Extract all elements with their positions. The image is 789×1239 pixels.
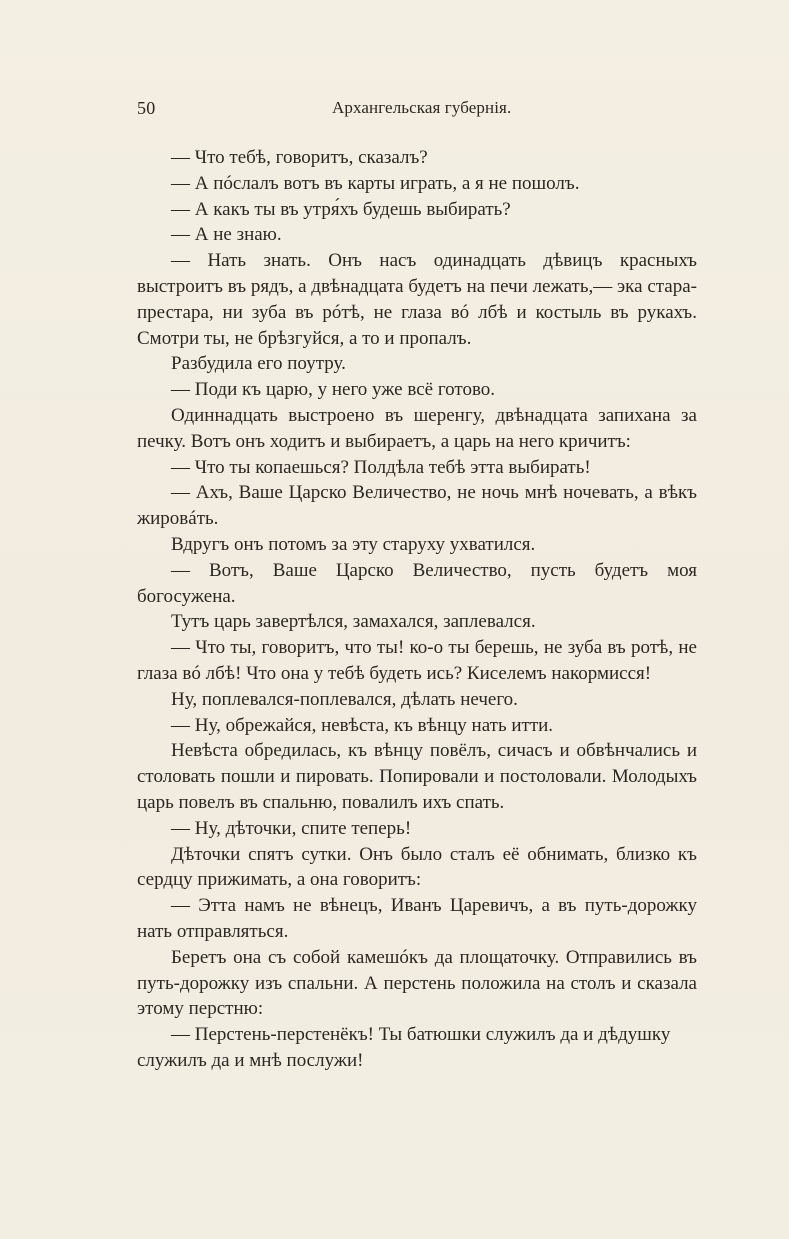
text-paragraph: Одиннадцать выстроено въ шеренгу, двѣнадцата запихана за печку. Вотъ онъ ходитъ и выбираетъ, а царь на него кричитъ:: [137, 404, 697, 452]
text-paragraph: — Что тебѣ, говоритъ, сказалъ?: [171, 147, 428, 168]
text-paragraph: — Что ты копаешься? Полдѣла тебѣ этта выбирать!: [171, 456, 591, 478]
text-paragraph: — Ну, дѣточки, спите теперь!: [171, 817, 412, 839]
running-head: Архангельская губернія.: [332, 98, 512, 117]
text-paragraph: — А пóслалъ вотъ въ карты играть, а я не пошолъ.: [171, 172, 580, 194]
text-paragraph: — Что ты, говоритъ, что ты! ко-о ты берешь, не зуба въ ротѣ, не глаза вó лбѣ! Что она у тебѣ будеть ись? Киселемъ накормисся!: [137, 637, 697, 684]
text-paragraph: Дѣточки спятъ сутки. Онъ было сталъ её обнимать, близко къ сердцу прижимать, а она говоритъ:: [137, 843, 697, 891]
text-paragraph: — Ну, обрежайся, невѣста, къ вѣнцу нать итти.: [171, 714, 554, 736]
text-paragraph: — Вотъ, Ваше Царско Величество, пусть будетъ моя богосужена.: [137, 559, 697, 607]
text-paragraph: — Ахъ, Ваше Царско Величество, не ночь мнѣ ночевать, а вѣкъ жировáть.: [137, 482, 697, 530]
text-paragraph: Разбудила его поутру.: [171, 353, 346, 375]
text-paragraph: — Этта намъ не вѣнецъ, Иванъ Царевичъ, а въ путь-дорожку нать отправляться.: [137, 895, 697, 942]
page-text: [137, 145, 697, 1074]
text-paragraph: — Перстень-перстенёкъ! Ты батюшки служилъ да и дѣдушку служилъ да и мнѣ послужи!: [137, 1024, 671, 1071]
text-paragraph: Беретъ она съ собой камешóкъ да площаточку. Отправились въ путь-дорожку изъ спальни. А перстень положила на столъ и сказала этому перстню:: [137, 946, 697, 1020]
text-paragraph: Вдругъ онъ потомъ за эту старуху ухватился.: [171, 533, 536, 555]
text-paragraph: — Нать знать. Онъ насъ одинадцать дѣвицъ красныхъ выстроитъ въ рядъ, а двѣнадцата будетъ на печи лежать,— эка стара-престара, ни зуба въ рóтѣ, не глаза вó лбѣ и костыль въ рукахъ. Смотри ты, не брѣзгуйся, а то и пропалъ.: [137, 250, 697, 349]
text-paragraph: — А не знаю.: [171, 224, 282, 246]
page-number: 50: [137, 98, 156, 118]
page-header: [137, 98, 697, 126]
text-paragraph: — Поди къ царю, у него уже всё готово.: [171, 379, 496, 401]
text-paragraph: Ну, поплевался-поплевался, дѣлать нечего.: [171, 688, 518, 710]
text-paragraph: Тутъ царь завертѣлся, замахался, заплевался.: [171, 611, 536, 633]
text-paragraph: Невѣста обредилась, къ вѣнцу повёлъ, сичасъ и обвѣнчались и столовать пошли и пировать. Попировали и постоловали. Молодыхъ царь повелъ въ спальню, повалилъ ихъ спать.: [137, 740, 697, 813]
text-paragraph: — А какъ ты въ утря́хъ будешь выбирать?: [171, 198, 511, 220]
